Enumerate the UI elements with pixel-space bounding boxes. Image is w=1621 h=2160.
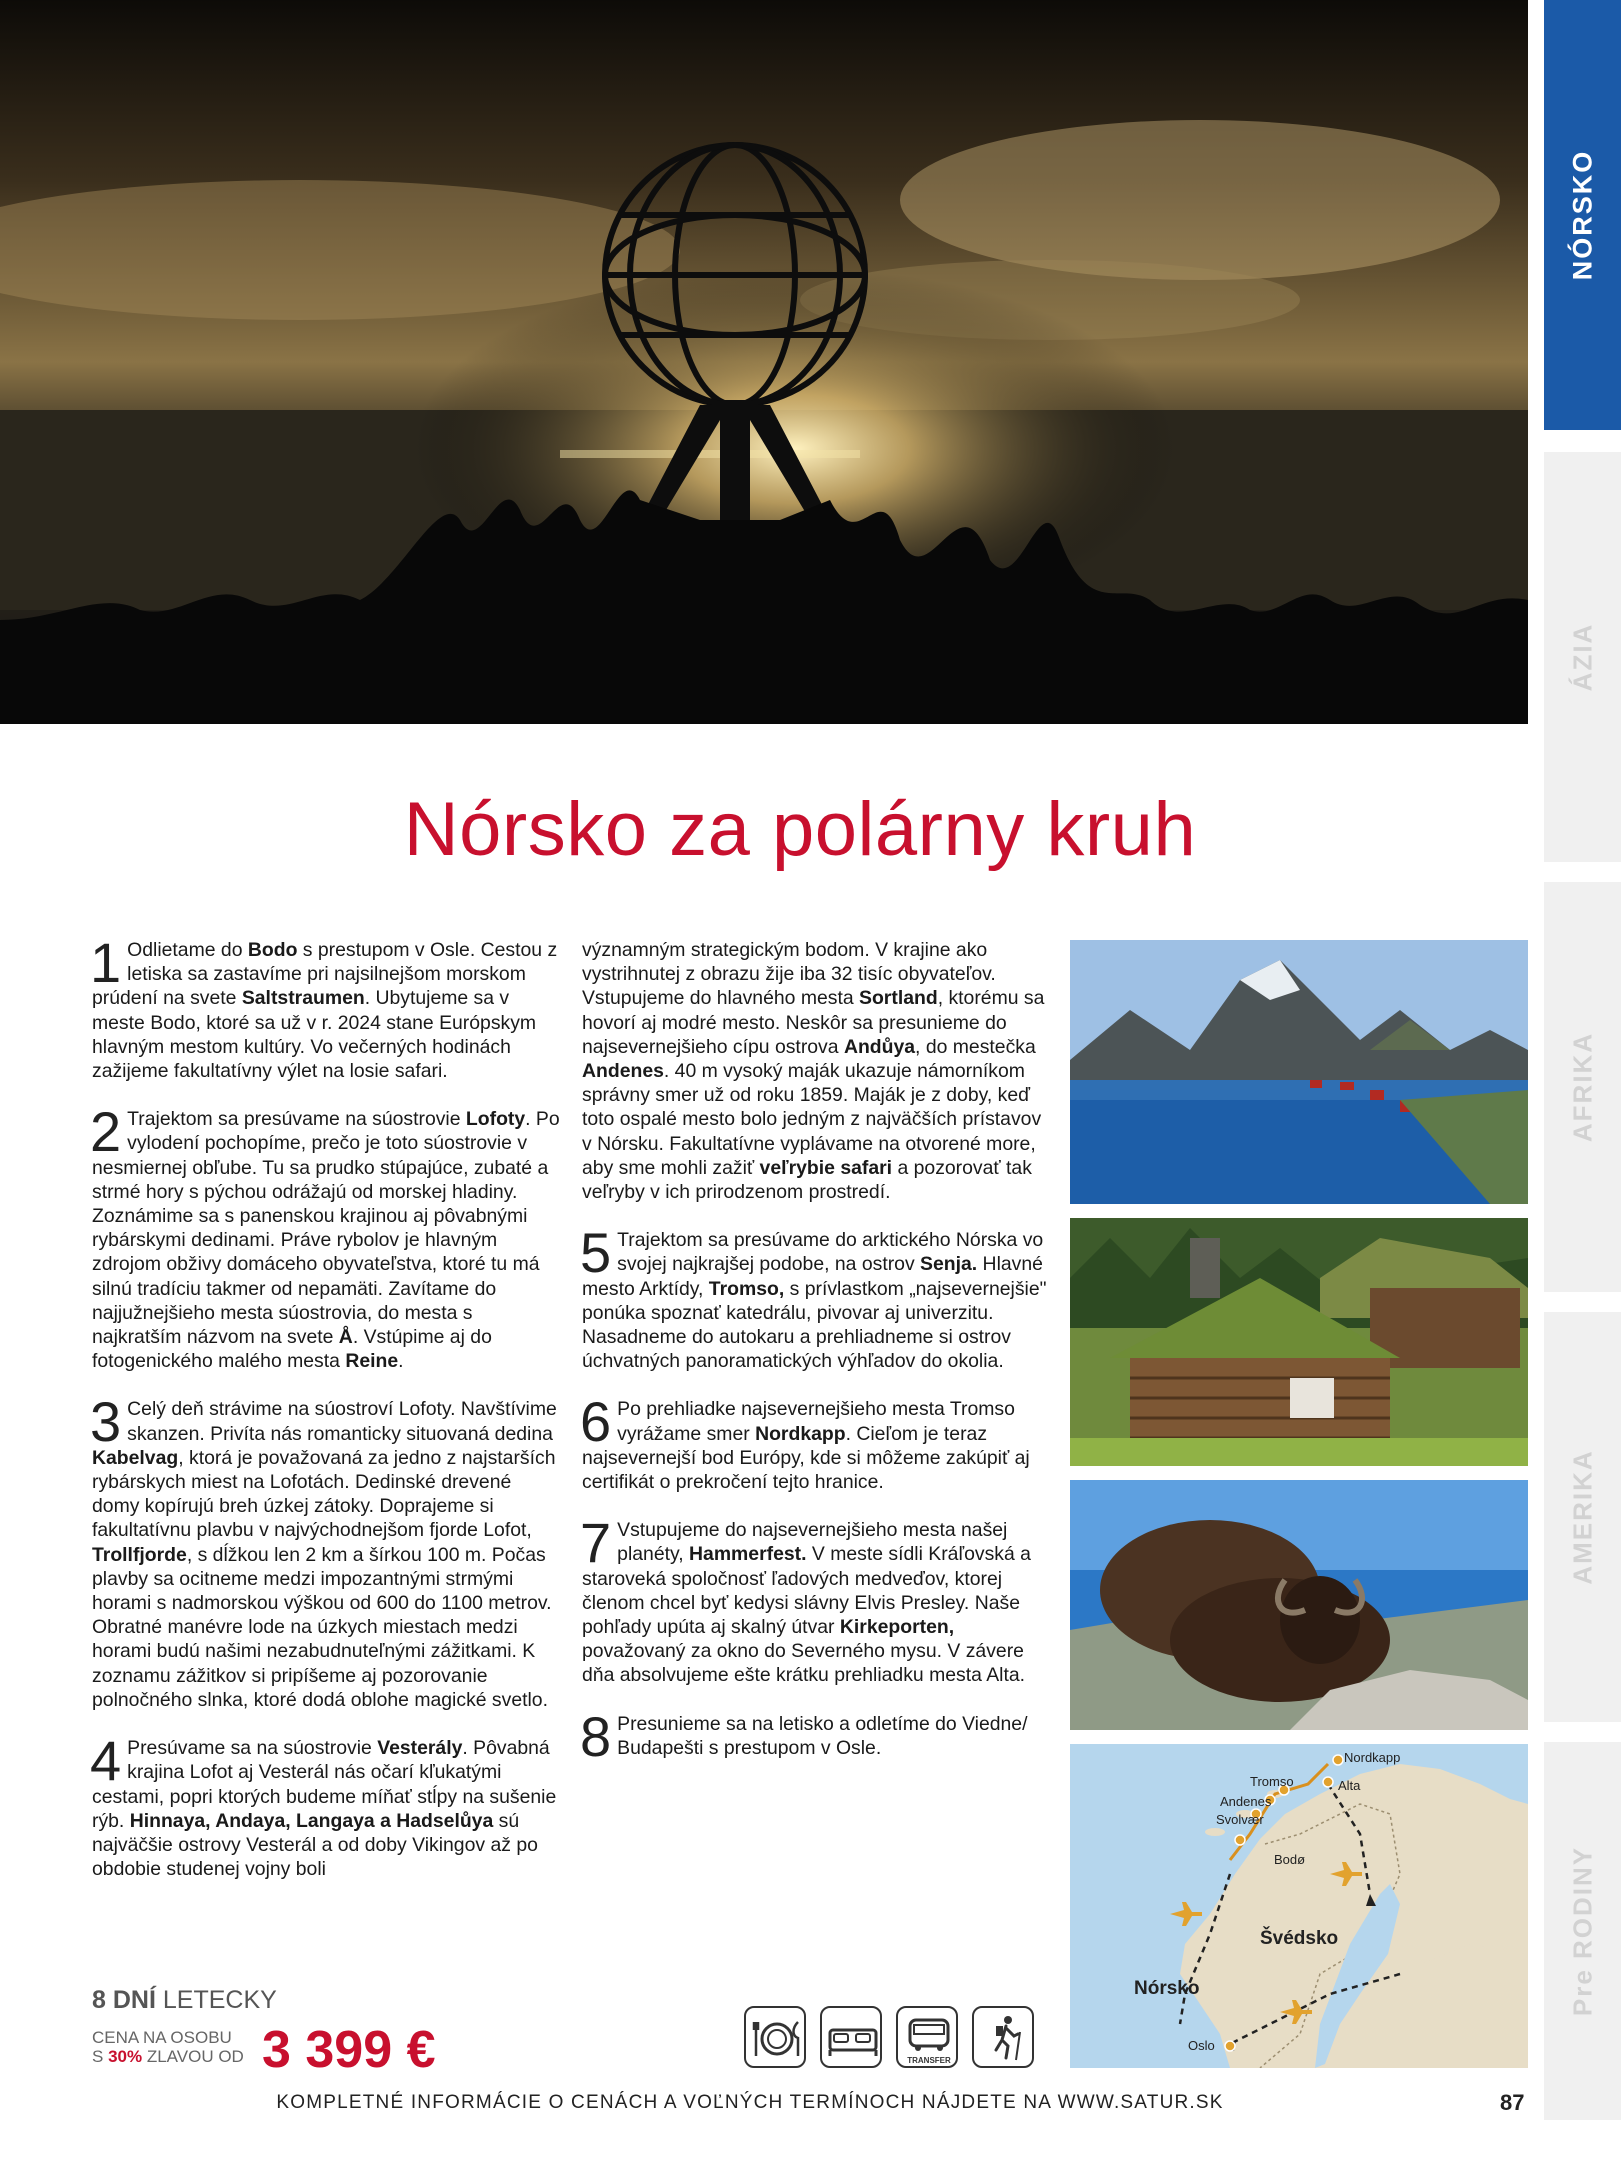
day-5 <box>580 1221 1050 1373</box>
day-text: významným strategickým bodom. V krajine ako vystrihnutej z obrazu žije iba 32 tisíc obyvateľov. Vstupujeme do hlavného mesta Sortland, ktorému sa hovorí aj modré mesto. Neskôr sa presunieme do najsevernejšieho cípu ostrova Andůya, do mestečka Andenes. 40 m vysoký maják ukazuje námorníkom správny smer už od roku 1859. Maják je z doby, keď toto ospalé mesto bolo jedným z najväčších prístavov v Nórsku. Fakultatívne vyplávame na otvorené more, aby sme mohli zažiť veľrybie safari a pozorovať tak veľryby v ich prirodzenom prostredí. <box>582 939 1045 1204</box>
day-text: Presúvame sa na súostrovie Vesterály. Pôvabná krajina Lofot aj Vesterál nás očarí kľukatými cestami, popri ktorých budeme míňať stĺpy na sušenie rýb. Hinnaya, Andaya, Langaya a Hadselůya sú najväčšie ostrovy Vesterál a od doby Vikingov až po obdobie studenej vojny boli <box>92 1737 557 1881</box>
price-per-person-label: CENA NA OSOBU <box>92 2028 232 2047</box>
tab-pre-rodiny[interactable] <box>1544 1742 1621 2120</box>
tab-afrika[interactable] <box>1544 882 1621 1292</box>
discount-pre: S <box>92 2047 104 2066</box>
day-number: 2 <box>90 1100 122 1164</box>
map-label-bodo: Bodø <box>1274 1852 1306 1867</box>
map-label-norsko: Nórsko <box>1134 1978 1200 1999</box>
day-7 <box>580 1511 1050 1687</box>
page-title: Nórsko za polárny kruh <box>403 787 1197 872</box>
day-4 <box>90 1729 560 1881</box>
map-label-tromso: Tromso <box>1250 1774 1294 1789</box>
tab-amerika[interactable] <box>1544 1312 1621 1722</box>
day-2 <box>90 1100 560 1373</box>
day-text: Odlietame do Bodo s prestupom v Osle. Cestou z letiska sa zastavíme pri najsilnejšom morskom prúdení na svete Saltstraumen. Ubytujeme sa v meste Bodo, ktoré sa už v r. 2024 stane Európskym hlavným mestom kultúry. Vo večerných hodinách zažijeme fakultatívny výlet na losie safari. <box>92 939 558 1083</box>
day-text: Po prehliadke najsevernejšieho mesta Tromso vyrážame smer Nordkapp. Cieľom je teraz najsevernejší bod Európy, kde si môžeme zakúpiť aj certifikát o prekročení tejto hranice. <box>582 1398 1030 1494</box>
map-label-andenes: Andenes <box>1220 1794 1272 1809</box>
tab-rodiny-label: RODINY <box>1567 1845 1597 1959</box>
photo-lofoten-reine <box>1070 940 1528 1204</box>
tab-afrika-label: AFRIKA <box>1567 1031 1597 1143</box>
map-label-oslo: Oslo <box>1188 2038 1215 2053</box>
map-label-svedsko: Švédsko <box>1260 1928 1339 1949</box>
footer-info: KOMPLETNÉ INFORMÁCIE O CENÁCH A VOĽNÝCH TERMÍNOCH NÁJDETE NA WWW.SATUR.SK <box>276 2092 1224 2113</box>
map-label-svolvaer: Svolvær <box>1216 1812 1264 1827</box>
bed-icon <box>820 2006 882 2068</box>
tab-pre-label: Pre <box>1567 1968 1597 2017</box>
day-text: Presunieme sa na letisko a odletíme do Viedne/ Budapešti s prestupom v Osle. <box>617 1712 1028 1759</box>
day-text: Vstupujeme do najsevernejšieho mesta našej planéty, Hammerfest. V meste sídli Kráľovská a staroveká spoločnosť ľadových medveďov, ktorej členom chcel byť kedysi slávny Elvis Presley. Naše pohľady upúta aj skalný útvar Kirkeporten, považovaný za okno do Severného mysu. V závere dňa absolvujeme ešte krátku prehliadku mesta Alta. <box>582 1519 1031 1687</box>
day-number: 1 <box>90 931 122 994</box>
duration-days: 8 DNÍ <box>92 1986 156 2014</box>
tab-azia-label: ÁZIA <box>1567 622 1597 692</box>
discount-post: ZLAVOU OD <box>146 2047 244 2066</box>
day-number: 5 <box>580 1221 612 1285</box>
day-6 <box>580 1390 1050 1494</box>
day-text: Trajektom sa presúvame do arktického Nórska vo svojej najkrajšej podobe, na ostrov Senja. Hlavné mesto Arktídy, Tromso, s prívlastkom „najsevernejšie" ponúka spoznať katedrálu, pivovar aj univerzitu. Nasadneme do autokaru a prehliadneme si ostrov úchvatných panoramatických výhľadov do okolia. <box>582 1229 1047 1373</box>
hero-photo-north-cape-globe <box>0 0 1528 724</box>
day-number: 6 <box>580 1390 612 1454</box>
price-value: 3 399 € <box>262 2021 436 2079</box>
route-map <box>1070 1744 1528 2068</box>
itinerary-column-left <box>90 931 560 1905</box>
day-number: 3 <box>90 1390 122 1454</box>
price-caption <box>92 2028 244 2066</box>
day-number: 7 <box>580 1511 612 1575</box>
day-number: 8 <box>580 1704 612 1768</box>
tab-norsko-label: NÓRSKO <box>1567 149 1597 281</box>
day-4-continued <box>582 938 1050 1204</box>
day-1 <box>90 931 560 1083</box>
day-text: Trajektom sa presúvame na súostrovie Lofoty. Po vylodení pochopíme, prečo je toto súostrovie v nesmiernej obľube. Tu sa prudko stúpajúce, zubaté a strmé hory s pýchou odrážajú od morskej hladiny. Zoznámime sa s panenskou krajinou aj pôvabnými rybárskymi dedinami. Práve rybolov je hlavným zdrojom obživy domáceho obyvateľstva, ktoré tu má silnú tradíciu takmer od nepamäti. Zavítame do najjužnejšieho mesta súostrovia, do mesta s najkratším názvom na svete Å. Vstúpime aj do fotogenického malého mesta Reine. <box>92 1108 560 1373</box>
photo-wooden-cabins <box>1070 1218 1528 1466</box>
discount-percent: 30% <box>108 2047 143 2066</box>
itinerary-column-right <box>582 938 1050 1784</box>
tab-amerika-label: AMERIKA <box>1567 1449 1597 1585</box>
map-label-alta: Alta <box>1338 1778 1361 1793</box>
hiking-icon <box>972 2006 1034 2068</box>
day-number: 4 <box>90 1729 122 1793</box>
day-3 <box>90 1390 560 1712</box>
day-text: Celý deň strávime na súostroví Lofoty. Navštívime skanzen. Privíta nás romanticky situovaná dedina Kabelvag, ktorá je považovaná za jedno z najstarších rybárskych miest na Lofotách. Dedinské drevené domy kopírujú breh úzkej zátoky. Doprajeme si fakultatívnu plavbu v najvýchodnejšom fjorde Lofot, Trollfjorde, s dĺžkou len 2 km a šírkou 100 m. Počas plavby sa ocitneme medzi impozantnými strmými horami s nadmorskou výškou od 600 do 1100 metrov. Obratné manévre lode na úzkych miestach medzi horami budú našimi nezabudnuteľnými zážitkami. K zoznamu zážitkov si pripíšeme aj pozorovanie polnočného slnka, ktoré dodá oblohe magické svetlo. <box>92 1398 557 1711</box>
duration-transport: LETECKY <box>162 1986 277 2014</box>
trip-duration <box>92 1986 277 2015</box>
section-tabs <box>1544 0 1621 2120</box>
photo-musk-ox <box>1070 1480 1528 1730</box>
map-label-nordkapp: Nordkapp <box>1344 1750 1401 1765</box>
day-8 <box>580 1704 1050 1768</box>
meals-icon <box>744 2006 806 2068</box>
page-number: 87 <box>1500 2090 1525 2115</box>
transfer-label: TRANSFER <box>907 2056 951 2065</box>
tab-norsko[interactable] <box>1544 0 1621 430</box>
transfer-icon <box>896 2006 958 2068</box>
tab-pre-rodiny-label <box>1567 1846 1598 2016</box>
